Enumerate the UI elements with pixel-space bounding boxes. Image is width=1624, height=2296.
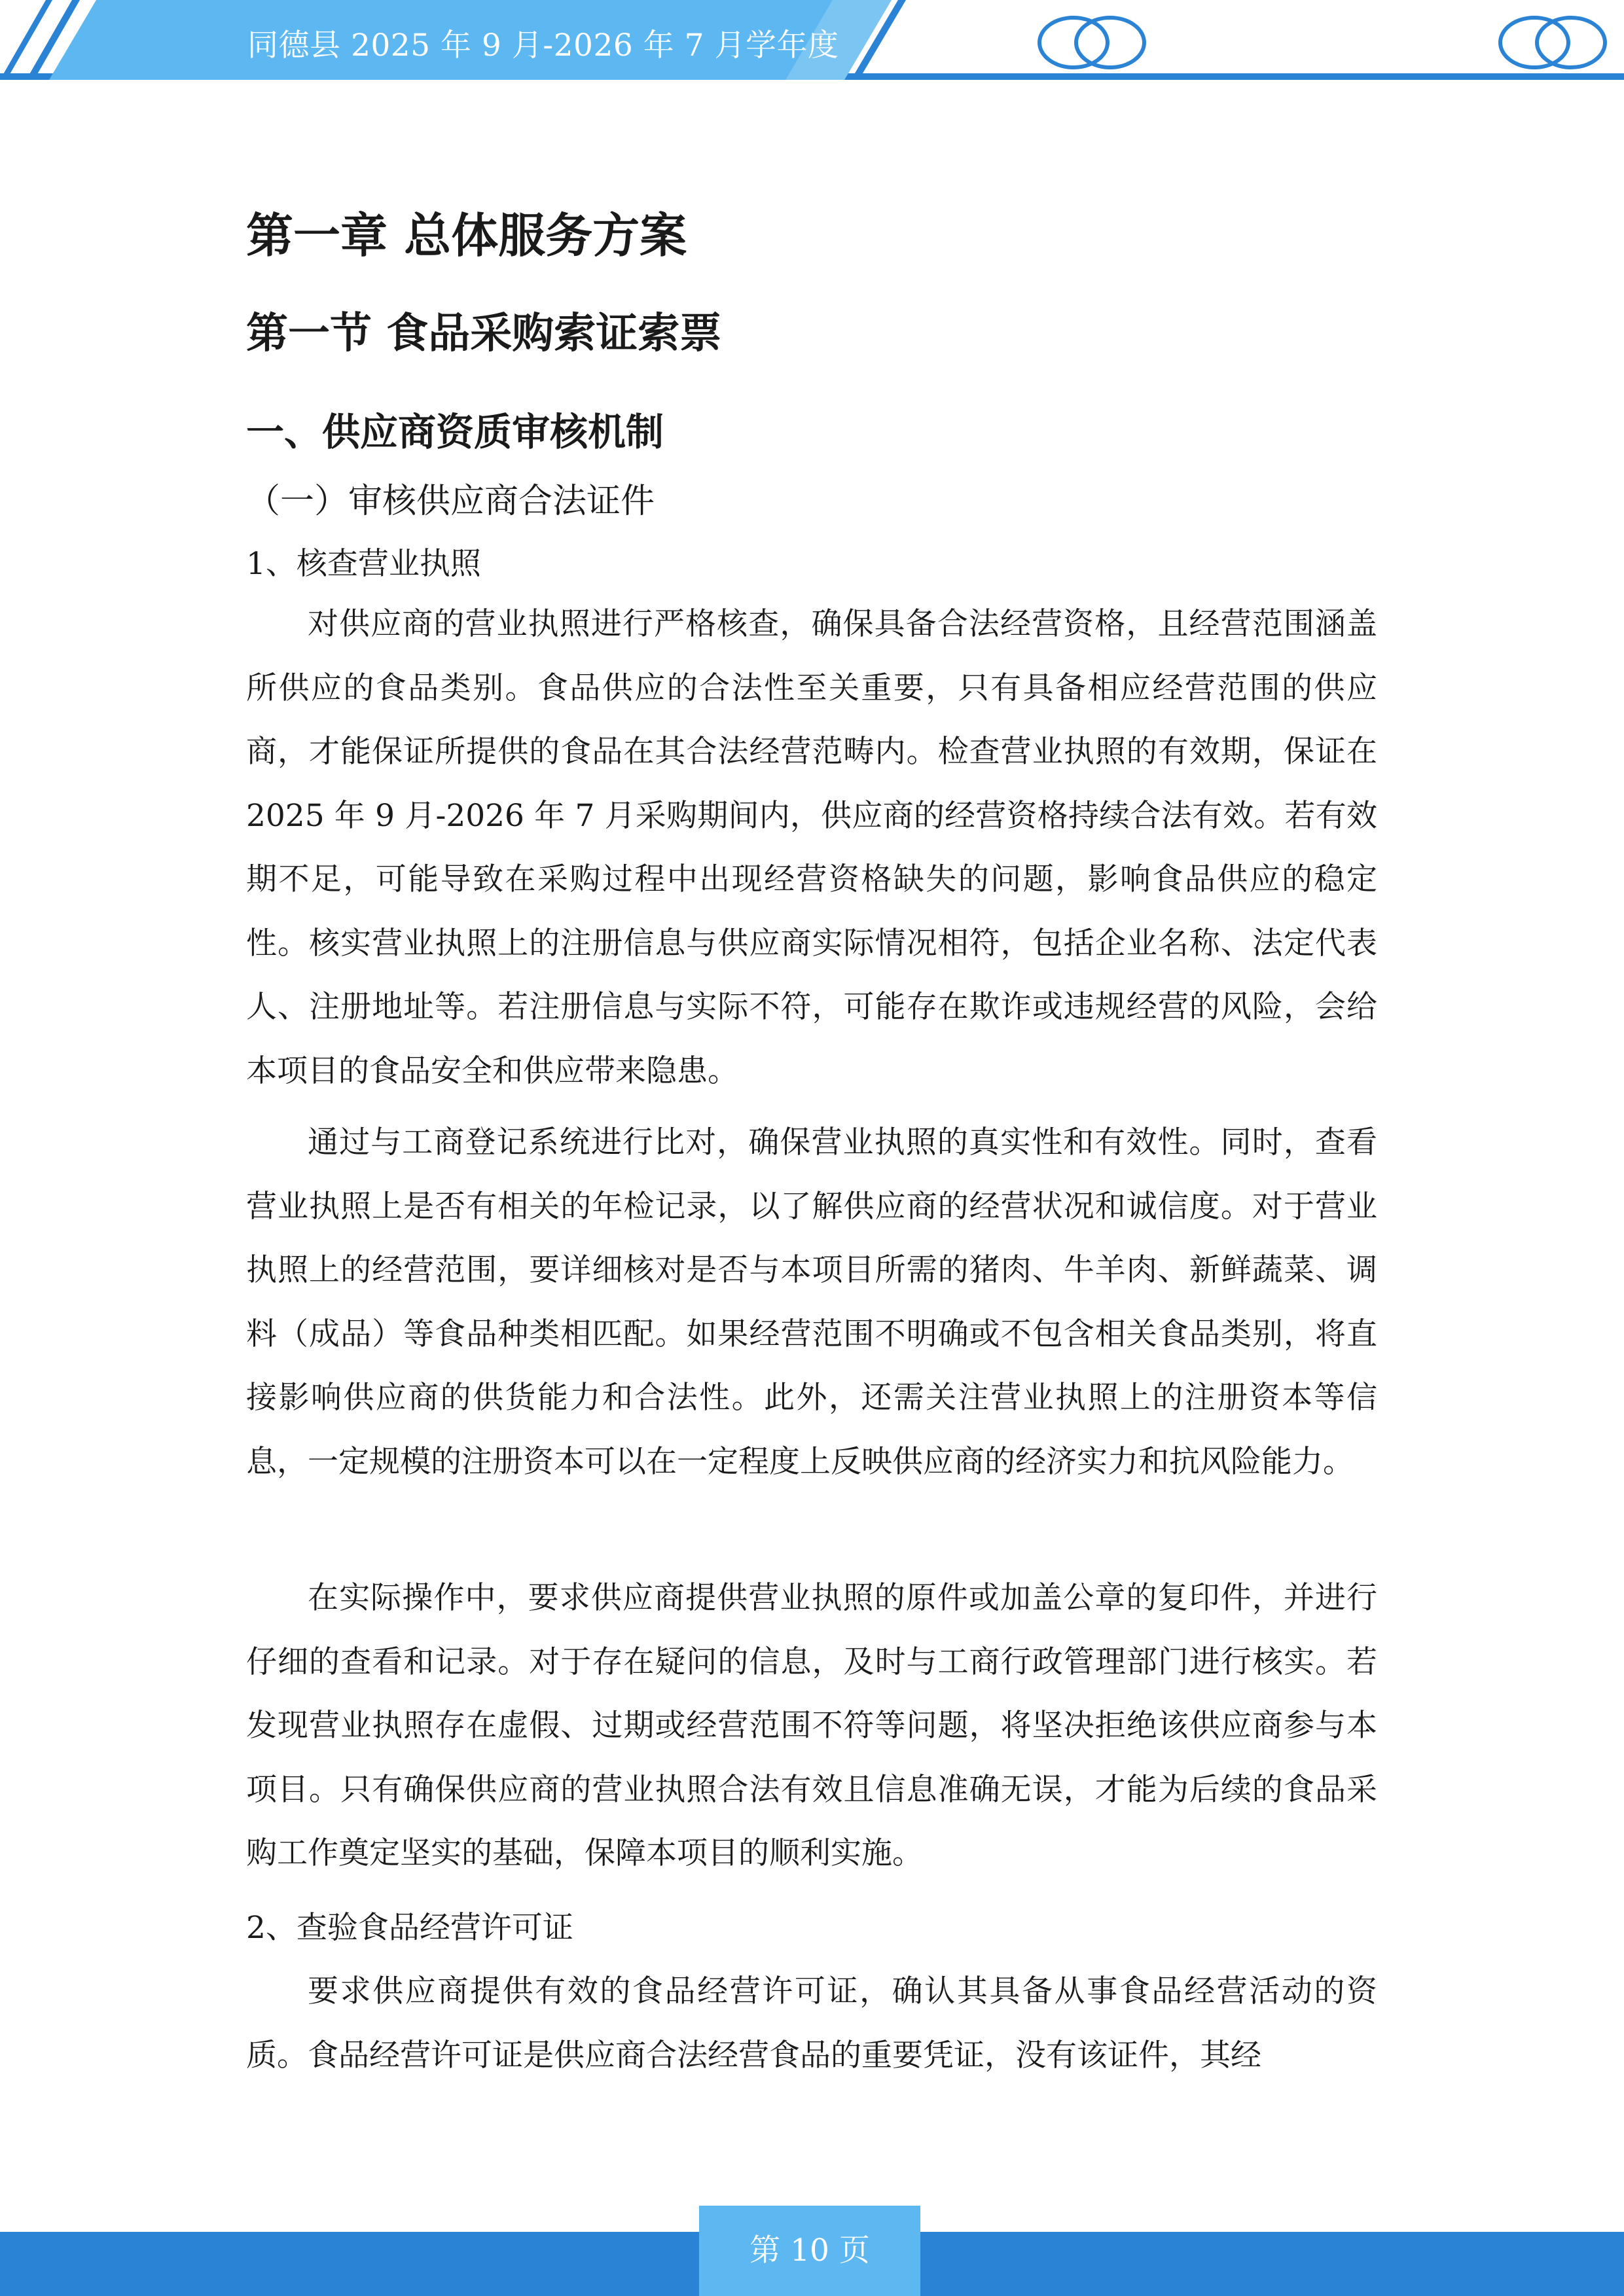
paragraph: 对供应商的营业执照进行严格核查，确保具备合法经营资格，且经营范围涵盖所供应的食品类别。食品供应的合法性至关重要，只有具备相应经营范围的供应商，才能保证所提供的食品在其合法经营范畴内。检查营业执照的有效期，保证在 2025 年 9 月-2026 年 7 月采购期间内，供应商的经营资格持续合法有效。若有效期不足，可能导致在采购过程中出现经营资格缺失的问题，影响食品供应的稳定性。核实营业执照上的注册信息与供应商实际情况相符，包括企业名称、法定代表人、注册地址等。若注册信息与实际不符，可能存在欺诈或违规经营的风险，会给本项目的食品安全和供应带来隐患。 [246,606,1377,1089]
rings-logo-right-icon [1494,13,1612,72]
item-title-business-license: 1、核查营业执照 [246,546,481,582]
section-title: 第一节 食品采购索证索票 [246,309,722,358]
page-number: 第 10 页 [699,2206,920,2296]
chapter-title: 第一章 总体服务方案 [246,207,687,263]
paragraph: 通过与工商登记系统进行比对，确保营业执照的真实性和有效性。同时，查看营业执照上是否有相关的年检记录，以了解供应商的经营状况和诚信度。对于营业执照上的经营范围，要详细核对是否与本项目所需的猪肉、牛羊肉、新鲜蔬菜、调料（成品）等食品种类相匹配。如果经营范围不明确或不包含相关食品类别，将直接影响供应商的供货能力和合法性。此外，还需关注营业执照上的注册资本等信息，一定规模的注册资本可以在一定程度上反映供应商的经济实力和抗风险能力。 [246,1124,1377,1480]
paragraph: 在实际操作中，要求供应商提供营业执照的原件或加盖公章的复印件，并进行仔细的查看和记录。对于存在疑问的信息，及时与工商行政管理部门进行核实。若发现营业执照存在虚假、过期或经营范围不符等问题，将坚决拒绝该供应商参与本项目。只有确保供应商的营业执照合法有效且信息准确无误，才能为后续的食品采购工作奠定坚实的基础，保障本项目的顺利实施。 [246,1580,1377,1871]
rings-logo-left-icon [1033,13,1151,72]
sub-subsection-title: （一）审核供应商合法证件 [246,482,655,521]
item-title-food-license: 2、查验食品经营许可证 [246,1910,573,1946]
paragraph: 要求供应商提供有效的食品经营许可证，确认其具备从事食品经营活动的资质。食品经营许可证是供应商合法经营食品的重要凭证，没有该证件，其经 [246,1973,1377,2073]
subsection-title: 一、供应商资质审核机制 [246,410,664,454]
header-title: 同德县 2025 年 9 月-2026 年 7 月学年度 [247,27,839,63]
header-stripe-1 [0,0,52,80]
